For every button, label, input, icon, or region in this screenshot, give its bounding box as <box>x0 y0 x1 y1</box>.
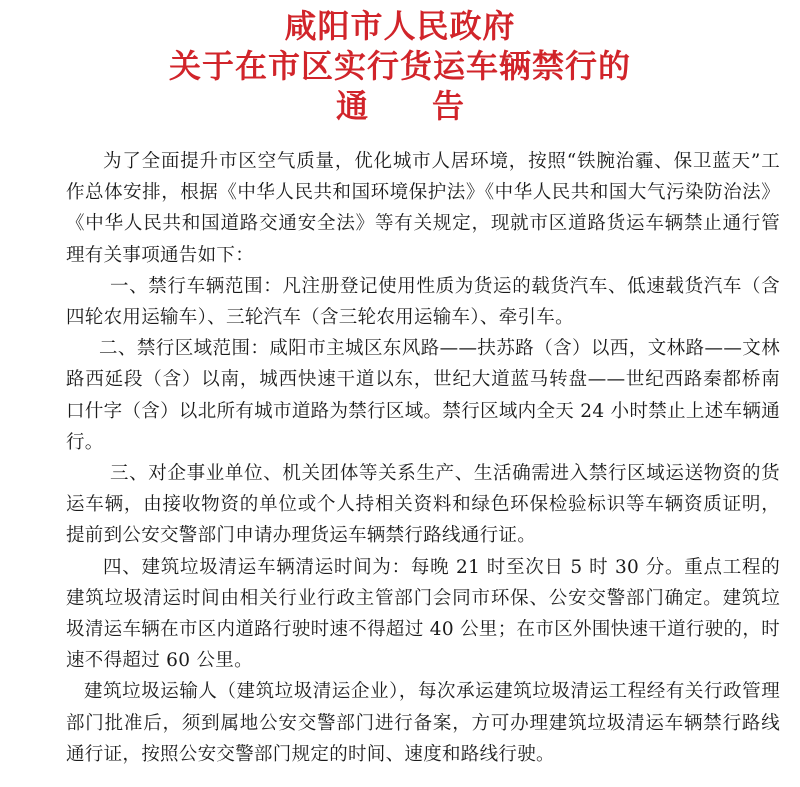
paragraph-construction-waste-transporter: 建筑垃圾运输人（建筑垃圾清运企业），每次承运建筑垃圾清运工程经有关行政管理部门批准后，须到属地公安交警部门进行备案，方可办理建筑垃圾清运车辆禁行路线通行证，按照公安交警部门规定的时间、速度和路线行驶。 <box>66 681 780 765</box>
paragraph-scope-vehicles: 一、禁行车辆范围：凡注册登记使用性质为货运的载货汽车、低速载货汽车（含四轮农用运输车）、三轮汽车（含三轮农用运输车）、牵引车。 <box>66 275 780 329</box>
document-body <box>66 146 780 770</box>
paragraph-intro: 为了全面提升市区空气质量，优化城市人居环境，按照“铁腕治霾、保卫蓝天”工作总体安排，根据《中华人民共和国环境保护法》《中华人民共和国大气污染防治法》《中华人民共和国道路交通安全法》等有关规定，现就市区道路货运车辆禁止通行管理有关事项通告如下： <box>66 151 780 266</box>
title-issuer: 咸阳市人民政府 <box>284 7 516 45</box>
paragraph-construction-waste-time: 四、建筑垃圾清运车辆清运时间为：每晚 21 时至次日 5 时 30 分。重点工程的建筑垃圾清运时间由相关行业行政主管部门会同市环保、公安交警部门确定。建筑垃圾清运车辆在市区内道路行驶时速不得超过 40 公里；在市区外围快速干道行驶的，时速不得超过 60 公里。 <box>66 556 780 672</box>
document-title <box>0 6 800 126</box>
paragraph-scope-area: 二、禁行区域范围：咸阳市主城区东风路——扶苏路（含）以西，文林路——文林路西延段（含）以南，城西快速干道以东，世纪大道蓝马转盘——世纪西路秦都桥南口什字（含）以北所有城市道路为禁行区域。禁行区域内全天 24 小时禁止上述车辆通行。 <box>66 338 780 453</box>
title-notice: 通告 <box>335 87 528 125</box>
paragraph-permit: 三、对企事业单位、机关团体等关系生产、生活确需进入禁行区域运送物资的货运车辆，由接收物资的单位或个人持相关资料和绿色环保检验标识等车辆资质证明，提前到公安交警部门申请办理货运车辆禁行路线通行证。 <box>66 463 780 547</box>
title-subject: 关于在市区实行货运车辆禁行的 <box>168 47 631 85</box>
